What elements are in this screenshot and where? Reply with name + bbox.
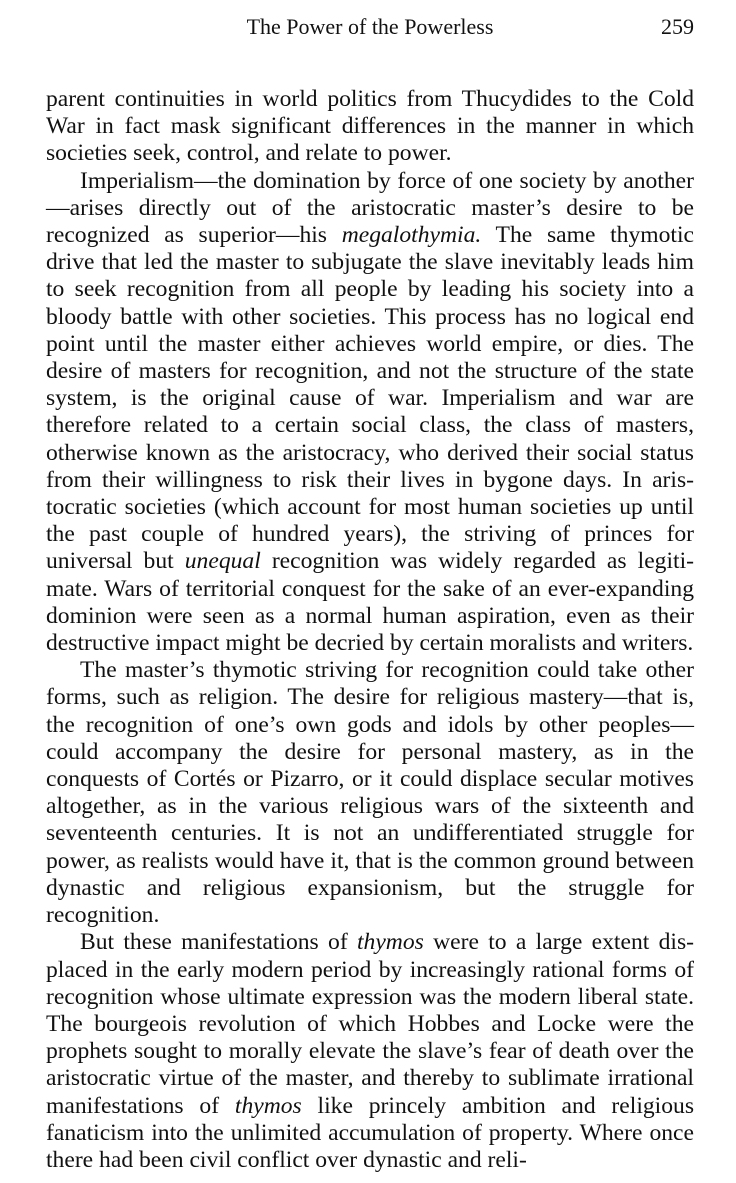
- italic-term: unequal: [184, 548, 261, 575]
- text-segment: like princely ambition and religious fanaticism into the unlimited accumulation of property. Where once there had been civil conflict over dynastic and reli-: [46, 1092, 694, 1173]
- page-number: 259: [661, 14, 694, 39]
- text-segment: The master’s thymotic striving for recognition could take other forms, such as religion. The desire for religious mastery—that is, the recognition of one’s own gods and idols by other peoples—could accompany the desire for personal mastery, as in the conquests of Cortés or Pizarro, or it could displace secular motives altogether, as in the various religious wars of the sixteenth and seventeenth centuries. It is not an undifferentiated struggle for power, as realists would have it, that is the common ground between dynastic and religious expansionism, but the struggle for recognition.: [46, 657, 694, 929]
- paragraph: [46, 929, 694, 1174]
- running-title: The Power of the Powerless: [246, 14, 494, 39]
- paragraph: [46, 657, 694, 929]
- text-segment: Imperialism—the domination by force of one society by another—arises directly out of the aristocratic master’s desire to be recognized as superior—his: [46, 167, 694, 249]
- text-segment: The same thymotic drive that led the master to subjugate the slave inevitably leads him to seek recognition from all people by leading his society into a bloody battle with other societies. This process has no logical end point until the master either achieves world empire, or dies. The desire of masters for recognition, and not the structure of the state system, is the original cause of war. Imperialism and war are therefore related to a certain social class, the class of masters, otherwise known as the aristocracy, who derived their social status from their willingness to risk their lives in bygone days. In aristocratic societies (which account for most human societies up until the past couple of hundred years), the striving of princes for universal but: [46, 222, 695, 575]
- text-segment: were to a large extent displaced in the early modern period by increasingly rational forms of recognition whose ultimate expression was the modern liberal state. The bourgeois revolution of which Hobbes and Locke were the prophets sought to morally elevate the slave’s fear of death over the aristocratic virtue of the master, and thereby to sublimate irrational manifestations of: [46, 929, 694, 1119]
- body-text: [46, 86, 694, 1174]
- running-header: [46, 10, 694, 44]
- text-segment: But these manifestations of: [80, 929, 357, 956]
- book-page: [46, 10, 694, 1174]
- paragraph: [46, 168, 694, 658]
- italic-term: megalothymia.: [341, 222, 482, 249]
- paragraph: [46, 86, 694, 168]
- text-segment: recognition was widely regarded as legitimate. Wars of territorial conquest for the sake of an ever-expanding dominion were seen as a normal human aspiration, even as their destructive impact might be decried by certain moralists and writers.: [46, 548, 694, 657]
- text-segment: parent continuities in world politics from Thucydides to the Cold War in fact mask significant differences in the manner in which societies seek, control, and relate to power.: [46, 86, 694, 167]
- italic-term: thymos: [234, 1092, 302, 1119]
- italic-term: thymos: [356, 929, 424, 956]
